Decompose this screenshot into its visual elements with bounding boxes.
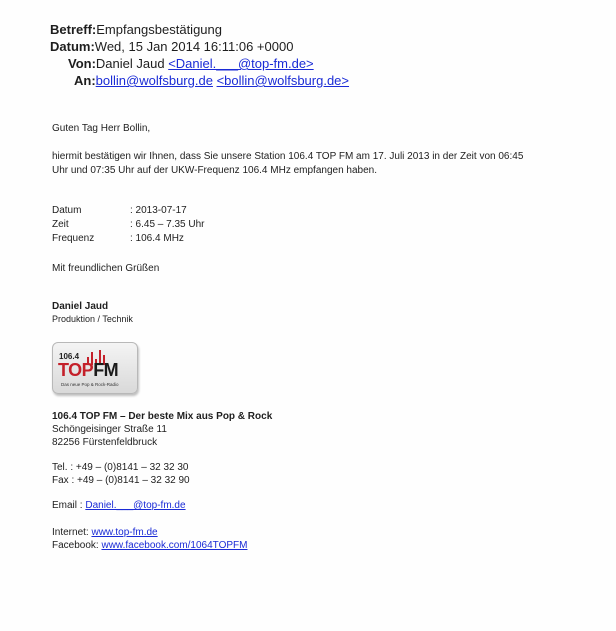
detail-label-date: Datum [52,205,82,216]
date-value: Wed, 15 Jan 2014 16:11:06 +0000 [94,39,294,54]
date-label: Datum: [50,39,95,54]
subject-value: Empfangsbestätigung [96,22,222,37]
subject-label: Betreff: [50,22,97,37]
logo-frequency: 106.4 [59,352,80,361]
detail-value-time: : 6.45 – 7.35 Uhr [130,219,205,230]
from-name: Daniel Jaud [95,56,165,71]
greeting: Guten Tag Herr Bollin, [52,123,151,134]
date-line [50,38,293,55]
logo-name-top: TOP [58,360,94,380]
from-label: Von: [68,56,96,71]
to-email-link[interactable]: bollin@wolfsburg.de [95,73,213,88]
detail-label-time: Zeit [52,219,69,230]
company-internet-link[interactable]: www.top-fm.de [91,527,158,538]
company-internet-line [52,526,158,539]
to-line [74,72,349,89]
company-street: Schöngeisinger Straße 11 [52,424,167,435]
signature-name: Daniel Jaud [52,301,109,312]
from-line [68,55,314,72]
company-facebook-line [52,539,247,552]
closing: Mit freundlichen Grüßen [52,263,160,274]
logo-tagline: Das neue Pop & Rock-Radio [61,382,119,387]
company-tel: Tel. : +49 – (0)8141 – 32 32 30 [52,462,189,473]
company-facebook-label: Facebook: [52,540,102,551]
company-email-link[interactable]: Daniel.___@top-fm.de [85,500,186,511]
body-paragraph-line-1: hiermit bestätigen wir Ihnen, dass Sie unsere Station 106.4 TOP FM am 17. Juli 2013 in der Zeit von 06:45 [52,151,524,162]
signature-role: Produktion / Technik [52,314,133,324]
company-email-line [52,499,186,512]
company-facebook-link[interactable]: www.facebook.com/1064TOPFM [101,540,248,551]
from-email-link[interactable]: <Daniel.___@top-fm.de> [168,56,314,71]
body-paragraph-line-2: Uhr und 07:35 Uhr auf der UKW-Frequenz 106.4 MHz empfangen haben. [52,165,377,176]
detail-value-date: : 2013-07-17 [130,205,187,216]
to-email-link-2[interactable]: <bollin@wolfsburg.de> [216,73,350,88]
logo-name [58,360,118,381]
logo-name-fm: FM [93,360,119,380]
company-headline: 106.4 TOP FM – Der beste Mix aus Pop & Rock [52,411,273,422]
detail-label-frequency: Frequenz [52,233,95,244]
company-fax: Fax : +49 – (0)8141 – 32 32 90 [52,475,190,486]
subject-line [50,21,222,38]
top-fm-logo [52,342,138,394]
company-city: 82256 Fürstenfeldbruck [52,437,158,448]
to-label: An: [74,73,96,88]
detail-value-frequency: : 106.4 MHz [130,233,184,244]
company-email-label: Email : [52,500,86,511]
company-internet-label: Internet: [52,527,92,538]
